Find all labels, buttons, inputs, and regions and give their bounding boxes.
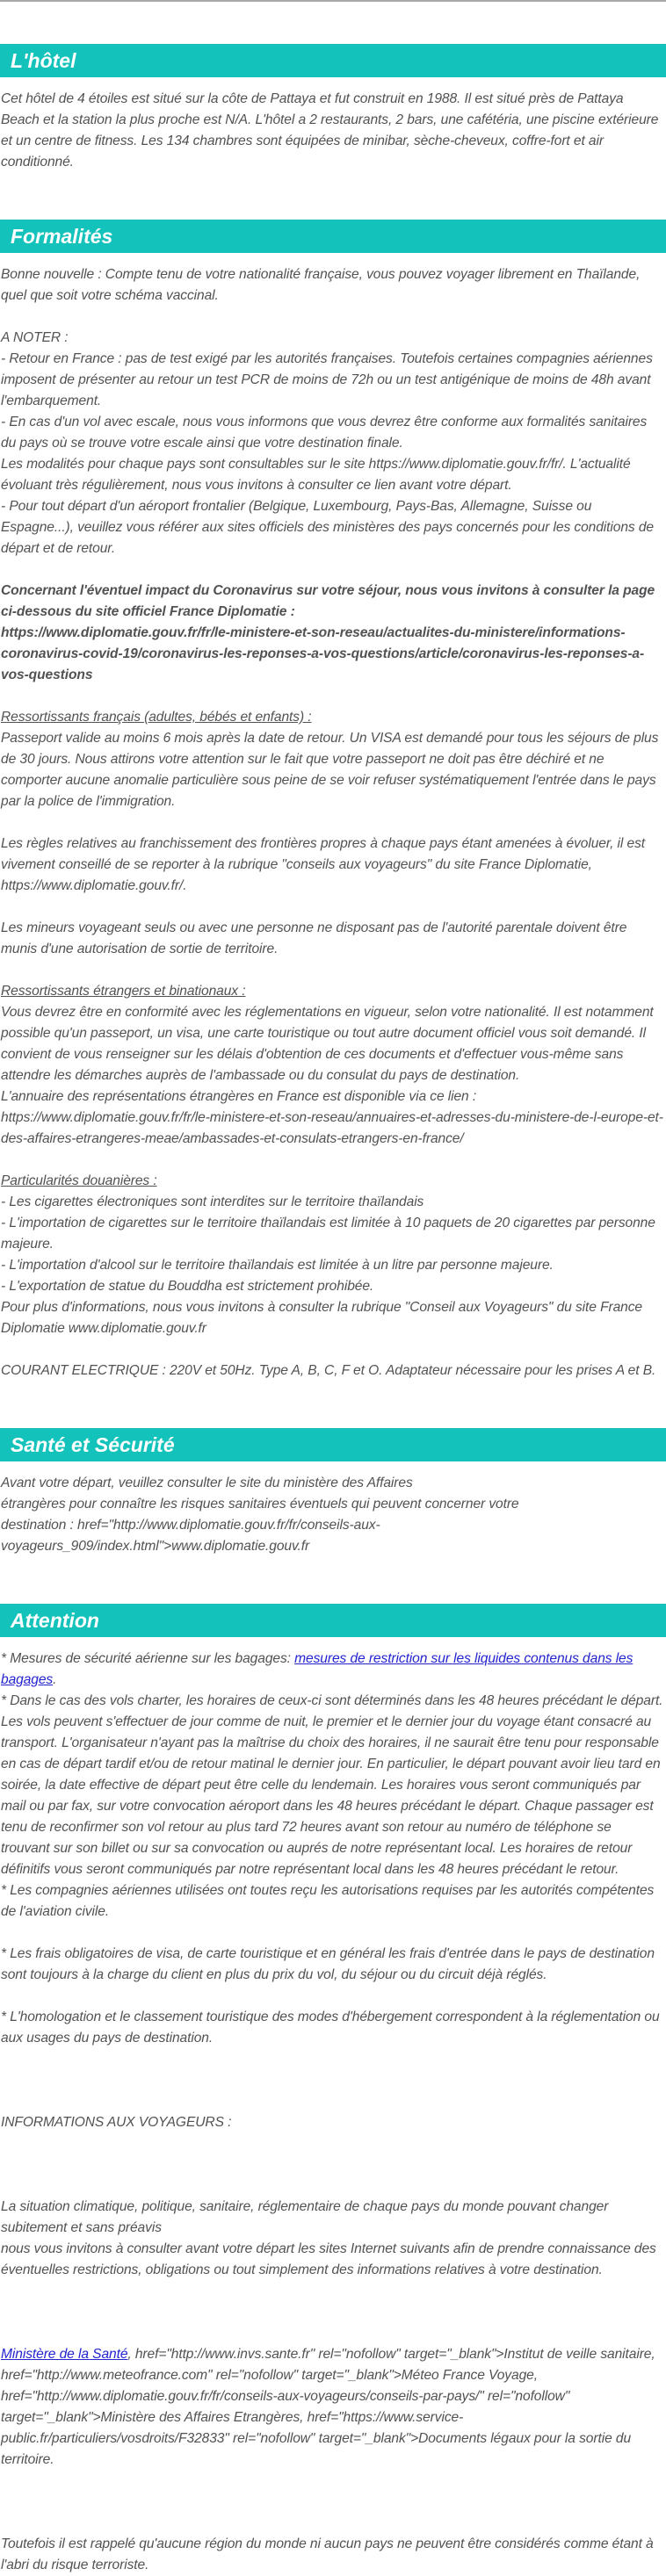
paragraph: [1, 1213, 663, 1255]
text-run: - L'exportation de statue du Bouddha est strictement prohibée.: [1, 1279, 374, 1294]
text-run: nous vous invitons à consulter avant votre départ les sites Internet suivants afin de prendre connaissance des éventuelles restrictions, obligations ou tout simplement des informations relatives à votre destination.: [1, 2241, 656, 2277]
text-run: A NOTER :: [1, 330, 69, 345]
section-title: Santé et Sécurité: [11, 1432, 175, 1456]
blank-line: [1, 2154, 663, 2176]
text-run: - Pour tout départ d'un aéroport frontalier (Belgique, Luxembourg, Pays-Bas, Allemagne, Suisse ou Espagne...), veuillez vous référer aux sites officiels des ministères des pays concernés pour les conditions de départ et de retour.: [1, 499, 654, 556]
paragraph: [1, 1649, 663, 1691]
text-run: * Les compagnies aériennes utilisées ont toutes reçu les autorisations requises par les autorités compétentes de l'aviation civile.: [1, 1883, 655, 1919]
paragraph: [1, 728, 663, 812]
blank-line: [1, 686, 663, 707]
paragraph: [1, 1192, 663, 1213]
section-body: [0, 253, 666, 1382]
text-run: destination : href="http://www.diplomatie.gouv.fr/fr/conseils-aux-voyageurs_909/index.html">www.diplomatie.gouv.fr: [1, 1518, 380, 1554]
text-run: L'annuaire des représentations étrangères en France est disponible via ce lien :: [1, 1089, 477, 1104]
paragraph: [1, 2239, 663, 2281]
text-run: La situation climatique, politique, sanitaire, réglementaire de chaque pays du monde pouvant changer subitement et sans préavis: [1, 2199, 609, 2235]
paragraph: [1, 1691, 663, 1880]
text-run: Les règles relatives au franchissement des frontières propres à chaque pays étant amenées à évoluer, il est vivement conseillé de se reporter à la rubrique "conseils aux voyageurs" du site France Diplomatie, https://www.diplomatie.gouv.fr/.: [1, 836, 646, 893]
text-run: https://www.diplomatie.gouv.fr/fr/le-ministere-et-son-reseau/annuaires-et-adresses-du-ministere-de-l-europe-et-des-affaires-etrangeres-meae/ambassades-et-consulats-etrangers-en-france/: [1, 1110, 663, 1146]
blank-line: [1, 1923, 663, 1944]
text-run: Passeport valide au moins 6 mois après la date de retour. Un VISA est demandé pour tous les séjours de plus de 30 jours. Nous attirons votre attention sur le fait que votre passeport ne doit pas être déchiré et ne comporter aucune anomalie particulière sous peine de se voir refuser systématiquement l'entrée dans le pays par la police de l'immigration.: [1, 731, 659, 809]
paragraph: [1, 1944, 663, 1986]
section-header-hotel: [0, 44, 666, 77]
paragraph: [1, 981, 663, 1002]
section-title: Attention: [11, 1608, 99, 1632]
paragraph: [1, 1108, 663, 1150]
text-run: Ressortissants étrangers et binationaux :: [1, 984, 246, 999]
blank-line: [1, 1150, 663, 1171]
text-run: - Les cigarettes électroniques sont interdites sur le territoire thaïlandais: [1, 1194, 424, 1209]
paragraph: [1, 2534, 663, 2576]
text-run: INFORMATIONS AUX VOYAGEURS :: [1, 2115, 232, 2130]
text-run: * Mesures de sécurité aérienne sur les bagages:: [1, 1651, 295, 1666]
paragraph: [1, 707, 663, 728]
text-run: Bonne nouvelle : Compte tenu de votre nationalité française, vous pouvez voyager librement en Thaïlande, quel que soit votre schéma vaccinal.: [1, 267, 641, 303]
blank-line: [1, 2471, 663, 2492]
section-header-attention: [0, 1604, 666, 1637]
section-body: [0, 1461, 666, 1557]
text-run: .: [53, 1672, 57, 1687]
text-run: * L'homologation et le classement touristique des modes d'hébergement correspondent à la réglementation ou aux usages du pays de destination.: [1, 2010, 660, 2046]
text-run: - En cas d'un vol avec escale, nous vous informons que vous devrez être conforme aux formalités sanitaires du pays où se trouve votre escale ainsi que votre destination finale.: [1, 415, 648, 451]
paragraph: [1, 89, 663, 173]
paragraph: [1, 1276, 663, 1297]
travel-info-document: [0, 44, 666, 2576]
section-body: [0, 1637, 666, 2576]
paragraph: [1, 1297, 663, 1339]
text-run: https://www.diplomatie.gouv.fr/fr/le-ministere-et-son-reseau/actualites-du-ministere/informations-coronavirus-covid-19/coronavirus-les-reponses-a-vos-questions/article/coronavirus-les-reponses-a-vos-questions: [1, 625, 645, 682]
section-sante-securite: [0, 1428, 666, 1557]
blank-line: [1, 1986, 663, 2007]
paragraph: [1, 412, 663, 454]
blank-line: [1, 2176, 663, 2197]
text-link[interactable]: Ministère de la Santé: [1, 2347, 128, 2362]
text-run: * Les frais obligatoires de visa, de carte touristique et en général les frais d'entrée dans le pays de destination sont toujours à la charge du client en plus du prix du vol, du séjour ou du circuit déjà réglés.: [1, 1946, 655, 1982]
paragraph: [1, 1360, 663, 1382]
paragraph: [1, 1255, 663, 1276]
text-run: étrangères pour connaître les risques sanitaires éventuels qui peuvent concerner votre: [1, 1497, 519, 1512]
blank-line: [1, 2091, 663, 2112]
page-top-divider: [0, 0, 666, 2]
text-run: Particularités douanières :: [1, 1173, 157, 1188]
paragraph: [1, 1515, 663, 1557]
section-body: [0, 77, 666, 173]
text-run: Les modalités pour chaque pays sont consultables sur le site https://www.diplomatie.gouv.fr/fr/. L'actualité évoluant très régulièrement, nous vous invitons à consulter ce lien avant votre départ.: [1, 457, 631, 493]
section-title: L'hôtel: [11, 48, 76, 72]
paragraph: [1, 2365, 663, 2386]
text-run: Vous devrez être en conformité avec les réglementations en vigueur, selon votre nationalité. Il est notamment possible qu'un passeport, un visa, une carte touristique ou tout autre document officiel vous soit demandé. Il convient de vous renseigner sur les délais d'obtention de ces documents et d'effectuer vous-même sans attendre les démarches auprès de l'ambassade ou du consulat du pays de destination.: [1, 1005, 654, 1083]
blank-line: [1, 559, 663, 581]
section-hotel: [0, 44, 666, 173]
paragraph: [1, 496, 663, 559]
text-run: - L'importation d'alcool sur le territoire thaïlandais est limitée à un litre par personne majeure.: [1, 1258, 554, 1273]
section-attention: [0, 1604, 666, 2576]
blank-line: [1, 897, 663, 918]
paragraph: [1, 1086, 663, 1108]
paragraph: [1, 581, 663, 623]
blank-line: [1, 2513, 663, 2534]
blank-line: [1, 812, 663, 833]
blank-line: [1, 960, 663, 981]
text-run: Pour plus d'informations, nous vous invitons à consulter la rubrique "Conseil aux Voyageurs" du site France Diplomatie www.diplomatie.gouv.fr: [1, 1300, 643, 1336]
blank-line: [1, 2133, 663, 2154]
paragraph: [1, 328, 663, 349]
paragraph: [1, 349, 663, 412]
paragraph: [1, 918, 663, 960]
text-run: href="http://www.meteofrance.com" rel="nofollow" target="_blank">Méteo France Voyage,: [1, 2368, 538, 2383]
blank-line: [1, 307, 663, 328]
section-header-formalites: [0, 220, 666, 253]
blank-line: [1, 2323, 663, 2344]
blank-line: [1, 2492, 663, 2513]
blank-line: [1, 2070, 663, 2091]
paragraph: [1, 1494, 663, 1515]
section-title: Formalités: [11, 224, 113, 248]
text-run: * Dans le cas des vols charter, les horaires de ceux-ci sont déterminés dans les 48 heures précédant le départ. Les vols peuvent s'effectuer de jour comme de nuit, le premier et le dernier jour du voyage étant consacré au transport. L'organisateur n'ayant pas la maîtrise du choix des horaires, il ne saurait être tenu pour responsable en cas de départ tardif et/ou de retour matinal le dernier jour. En particulier, le départ pouvant avoir lieu tard en soirée, la date effective de départ peut être celle du lendemain. Les horaires vous seront communiqués par mail ou par fax, sur votre convocation aéroport dans les 48 heures précédant le départ. Chaque passager est tenu de reconfirmer son vol retour au plus tard 72 heures avant son retour au numéro de téléphone se trouvant sur son billet ou sur sa convocation ou auprés de notre représentant local. Les horaires de retour définitifs vous seront communiqués par notre représentant local dans les 48 heures précédant le retour.: [1, 1693, 663, 1877]
text-run: Cet hôtel de 4 étoiles est situé sur la côte de Pattaya et fut construit en 1988. Il est situé près de Pattaya Beach et la station la plus proche est N/A. L'hôtel a 2 restaurants, 2 bars, une cafétéria, une piscine extérieure et un centre de fitness. Les 134 chambres sont équipées de minibar, sèche-cheveux, coffre-fort et air conditionné.: [1, 91, 659, 170]
paragraph: [1, 2386, 663, 2471]
paragraph: [1, 2007, 663, 2049]
text-run: , href="http://www.invs.sante.fr" rel="nofollow" target="_blank">Institut de veille sanitaire,: [127, 2347, 655, 2362]
paragraph: [1, 2197, 663, 2239]
paragraph: [1, 2112, 663, 2133]
text-run: Les mineurs voyageant seuls ou avec une personne ne disposant pas de l'autorité parentale doivent être munis d'une autorisation de sortie de territoire.: [1, 920, 627, 956]
text-run: Concernant l'éventuel impact du Coronavirus sur votre séjour, nous vous invitons à consulter la page ci-dessous du site officiel France Diplomatie :: [1, 583, 655, 619]
paragraph: [1, 623, 663, 686]
paragraph: [1, 833, 663, 897]
text-run: - Retour en France : pas de test exigé par les autorités françaises. Toutefois certaines compagnies aériennes imposent de présenter au retour un test PCR de moins de 72h ou un test antigénique de moins de 48h avant l'embarquement.: [1, 351, 653, 408]
section-formalites: [0, 220, 666, 1382]
paragraph: [1, 1880, 663, 1923]
blank-line: [1, 2302, 663, 2323]
section-header-sante-securite: [0, 1428, 666, 1461]
text-run: - L'importation de cigarettes sur le territoire thaïlandais est limitée à 10 paquets de 20 cigarettes par personne majeure.: [1, 1216, 655, 1252]
paragraph: [1, 1473, 663, 1494]
paragraph: [1, 1002, 663, 1086]
paragraph: [1, 1171, 663, 1192]
paragraph: [1, 2344, 663, 2365]
text-run: href="http://www.diplomatie.gouv.fr/fr/conseils-aux-voyageurs/conseils-par-pays/" rel="nofollow" target="_blank">Ministère des Affaires Etrangères, href="https://www.service-public.fr/particuliers/vosdroits/F32833" rel="nofollow" target="_blank">Documents légaux pour la sortie du territoire.: [1, 2389, 632, 2467]
text-run: Toutefois il est rappelé qu'aucune région du monde ni aucun pays ne peuvent être considérés comme étant à l'abri du risque terroriste.: [1, 2536, 654, 2572]
paragraph: [1, 264, 663, 307]
text-run: Ressortissants français (adultes, bébés et enfants) :: [1, 710, 312, 725]
blank-line: [1, 2281, 663, 2302]
paragraph: [1, 454, 663, 496]
text-run: COURANT ELECTRIQUE : 220V et 50Hz. Type A, B, C, F et O. Adaptateur nécessaire pour les prises A et B.: [1, 1363, 656, 1378]
text-run: Avant votre départ, veuillez consulter le site du ministère des Affaires: [1, 1476, 413, 1490]
blank-line: [1, 2049, 663, 2070]
blank-line: [1, 1339, 663, 1360]
text-link[interactable]: mesures de restriction sur les liquides contenus dans les bagages: [1, 1651, 633, 1687]
